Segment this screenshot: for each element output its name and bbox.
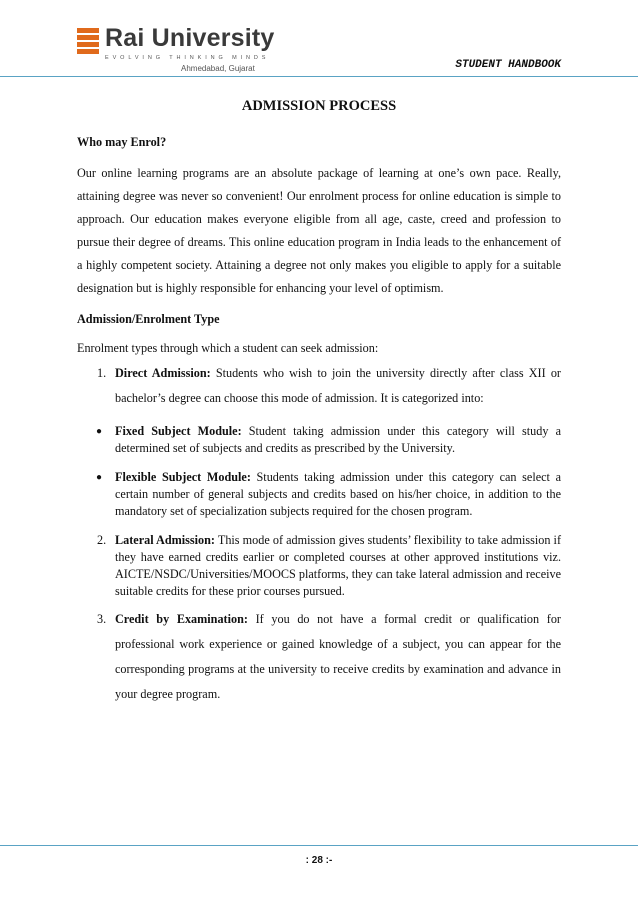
bullet-icon: ● [96, 426, 103, 437]
logo-mark-icon [77, 28, 99, 54]
list-number: 2. [97, 533, 107, 547]
list-term: Lateral Admission: [115, 533, 215, 547]
list-term: Direct Admission: [115, 366, 211, 380]
university-logo [77, 24, 297, 74]
list-term: Fixed Subject Module: [115, 424, 242, 438]
document-label: STUDENT HANDBOOK [455, 59, 561, 71]
list-text: This mode of admission gives students’ flexibility to take admission if they have earned credits earlier or completed courses at other approved institutions viz. AICTE/NSDC/Universities/MOOCS platforms, they can take lateral admission and receive suitable credits for these prior courses pursued. [115, 533, 562, 598]
list-term: Flexible Subject Module: [115, 470, 251, 484]
section-heading-who-may-enrol: Who may Enrol? [77, 135, 167, 149]
header-rule [0, 76, 638, 77]
list-term: Credit by Examination: [115, 612, 248, 626]
list-text: Students taking admission under this category can select a certain number of general subjects and credits based on his/her choice, in addition to the mandatory set of specialization subjects required for the chosen program. [115, 470, 561, 518]
list-text: If you do not have a formal credit or qualification for professional work experience or gained knowledge of a subject, you can appear for the corresponding programs at the university to receive credits by examination and advance in your degree program. [115, 612, 561, 701]
logo-tagline: EVOLVING THINKING MINDS [105, 55, 270, 61]
enrolment-intro: Enrolment types through which a student can seek admission: [77, 341, 379, 355]
logo-name: Rai University [105, 24, 275, 52]
section-heading-enrolment-type: Admission/Enrolment Type [77, 312, 220, 326]
bullet-icon: ● [96, 472, 103, 483]
list-item-direct-admission [77, 361, 561, 411]
list-number: 1. [97, 366, 107, 380]
list-item-fixed-subject-module [77, 423, 561, 457]
who-may-enrol-paragraph: Our online learning programs are an absolute package of learning at one’s own pace. Really, attaining degree was never so convenient! Our enrolment process for online education is simple to approach. Our education makes everyone eligible from all age, caste, creed and profession to pursue their degree of dreams. This online education program in India leads to the enhancement of a highly competent society. Attaining a degree not only makes you eligible to apply for a suitable designation but is highly responsible for enhancing your level of optimism. [77, 166, 561, 295]
page-number: : 28 :- [305, 855, 333, 866]
page-content [77, 98, 561, 707]
list-item-flexible-subject-module [77, 469, 561, 520]
list-text: Student taking admission under this category will study a determined set of subjects and credits as prescribed by the University. [115, 424, 561, 455]
footer-rule [0, 845, 638, 846]
list-number: 3. [97, 612, 107, 626]
list-item-lateral-admission [77, 532, 561, 600]
page-title: ADMISSION PROCESS [241, 98, 397, 114]
logo-location: Ahmedabad, Gujarat [181, 64, 255, 73]
list-item-credit-by-examination [77, 607, 561, 707]
list-text: Students who wish to join the university directly after class XII or bachelor’s degree can choose this mode of admission. It is categorized into: [115, 366, 561, 405]
